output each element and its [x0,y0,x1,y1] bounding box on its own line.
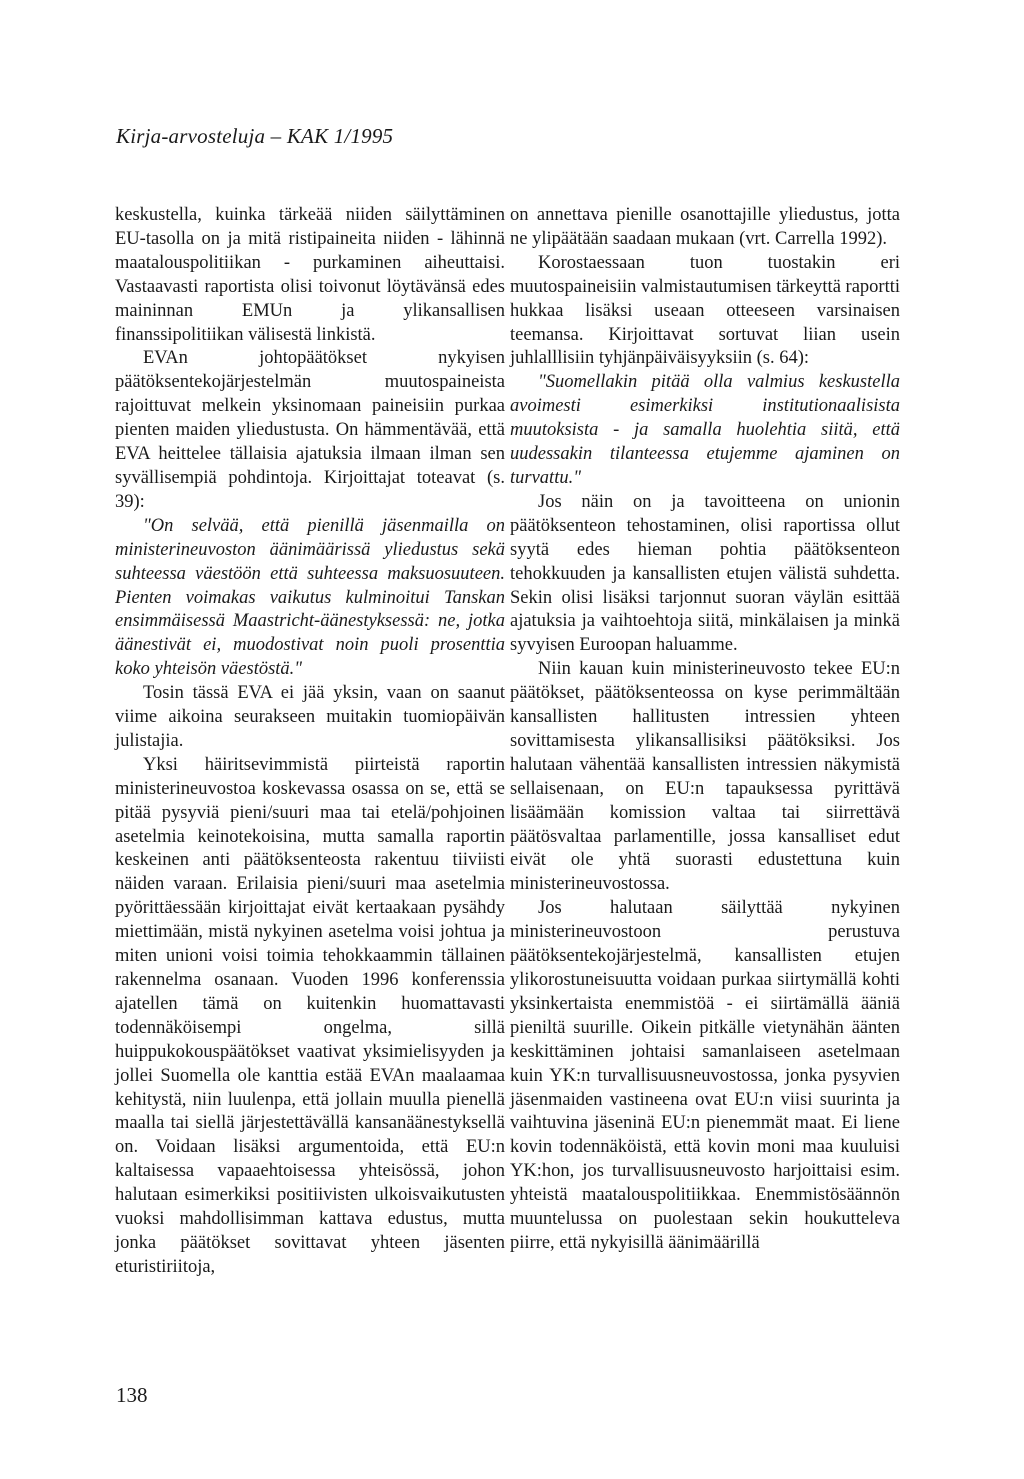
right-paragraph-1: on annettava pienille osanottajille yliedustus, jotta ne ylipäätään saadaan mukaan (vrt. Carrella 1992). [510,205,900,249]
right-paragraph-2: Korostaessaan tuon tuostakin eri muutospaineisiin valmistautumisen tärkeyttä raportti hukkaa lisäksi useaan otteeseen varsinaisen teemansa. Kirjoittavat sortuvat liian usein juhlalllisiin tyhjänpäiväisyyksiin (s. 64): [510,252,900,369]
right-paragraph-3: Jos näin on ja tavoitteena on unionin päätöksenteon tehostaminen, olisi raportissa ollut syytä edes hieman pohtia päätöksenteon tehokkuuden ja kansallisten etujen välistä suhdetta. Sekin olisi lisäksi tarjonnut suoran väylän esittää ajatuksia ja vaihtoehtoja siitä, minkälaisen ja minkä syvyisen Euroopan haluamme. [510,491,900,656]
left-column [115,204,505,1280]
right-column [510,204,900,1256]
running-head: Kirja-arvosteluja – KAK 1/1995 [116,124,394,148]
right-quote: "Suomellakin pitää olla valmius keskustella avoimesti esimerkiksi institutionaalisista muutoksista - ja samalla huolehtia siitä, että uudessakin tilanteessa etujemme ajaminen on turvattu." [510,372,900,488]
right-paragraph-4: Niin kauan kuin ministerineuvosto tekee EU:n päätökset, päätöksenteossa on kyse perimmältään kansallisten hallitusten intressien yhteen sovittamisesta ylikansallisiksi päätöksiksi. Jos halutaan vähentää kansallisten intressien näkymistä sellaisenaan, on EU:n tapauksessa pyrittävä lisäämään komission valtaa tai siirrettävä päätösvaltaa parlamentille, jossa kansalliset edut eivät ole yhtä suorasti edustettuna kuin ministerineuvostossa. [510,659,900,895]
left-paragraph-2: EVAn johtopäätökset nykyisen päätöksentekojärjestelmän muutospaineista rajoittuvat melkein yksinomaan paineisiin purkaa pienten maiden yliedustusta. On hämmentävää, että EVA heittelee tällaisia ajatuksia ilmaan ilman sen syvällisempiä pohdintoja. Kirjoittajat toteavat (s. 39): [115,348,505,512]
left-paragraph-1: keskustella, kuinka tärkeää niiden säilyttäminen EU-tasolla on ja mitä ristipaineita niiden - lähinnä maatalouspolitiikan - purkaminen aiheuttaisi. Vastaavasti raportista olisi toivonut löytävänsä edes maininnan EMUn ja ylikansallisen finanssipolitiikan välisestä linkistä. [115,205,505,345]
right-paragraph-5: Jos halutaan säilyttää nykyinen ministerineuvostoon perustuva päätöksentekojärjestelmä, kansallisten etujen ylikorostuneisuutta voidaan purkaa siirtymällä kohti yksinkertaista enemmistöä - ei siirtämällä ääniä pieniltä suurille. Oikein pitkälle vietynähän äänten keskittäminen johtaisi samanlaiseen asetelmaan kuin YK:n turvallisuusneuvostossa, jonka pysyvien jäsenmaiden vastineena ovat EU:n viisi suurinta ja vaihtuvina jäseninä EU:n pienemmät maat. Ei liene kovin todennäköistä, että kovin moni maa kuuluisi YK:hon, jos turvallisuusneuvosto harjoittaisi esim. yhteistä maatalouspolitiikkaa. Enemmistösäännön muuntelussa on puolestaan sekin houkutteleva piirre, että nykyisillä äänimäärillä [510,898,900,1253]
page-number: 138 [116,1383,148,1407]
left-paragraph-3: Tosin tässä EVA ei jää yksin, vaan on saanut viime aikoina seurakseen muitakin tuomiopäivän julistajia. [115,683,505,751]
left-paragraph-4: Yksi häiritsevimmistä piirteistä raportin ministerineuvostoa koskevassa osassa on se, että se pitää pysyviä pieni/suuri maa tai etelä/pohjoinen asetelmia keinotekoisina, mutta samalla raportin keskeinen anti päätöksenteosta rakentuu tiiviisti näiden varaan. Erilaisia pieni/suuri maa asetelmia pyörittäessään kirjoittajat eivät kertaakaan pysähdy miettimään, mistä nykyinen asetelma voisi johtua ja miten unioni voisi toimia tehokkaammin tällainen rakennelma osanaan. Vuoden 1996 konferenssia ajatellen tämä on kuitenkin huomattavasti todennäköisempi ongelma, sillä huippukokouspäätökset vaativat yksimielisyyden ja jollei Suomella ole kanttia estää EVAn maalaamaa kehitystä, niin luulenpa, että jollain muulla pienellä maalla tai siellä järjestettävällä kansanäänestyksellä on. Voidaan lisäksi argumentoida, että EU:n kaltaisessa vapaaehtoisessa yhteisössä, johon halutaan esimerkiksi positiivisten ulkoisvaikutusten vuoksi mahdollisimman kattava edustus, mutta jonka päätökset sovittavat yhteen jäsenten eturistiriitoja, [115,754,505,1277]
left-quote: "On selvää, että pienillä jäsenmailla on ministerineuvoston äänimäärissä yliedustus sekä suhteessa väestöön että suhteessa maksuosuuteen. Pienten voimakas vaikutus kulminoitui Tanskan ensimmäisessä Maastricht-äänestyksessä: ne, jotka äänestivät ei, muodostivat noin puoli prosenttia koko yhteisön väestöstä." [115,515,505,680]
